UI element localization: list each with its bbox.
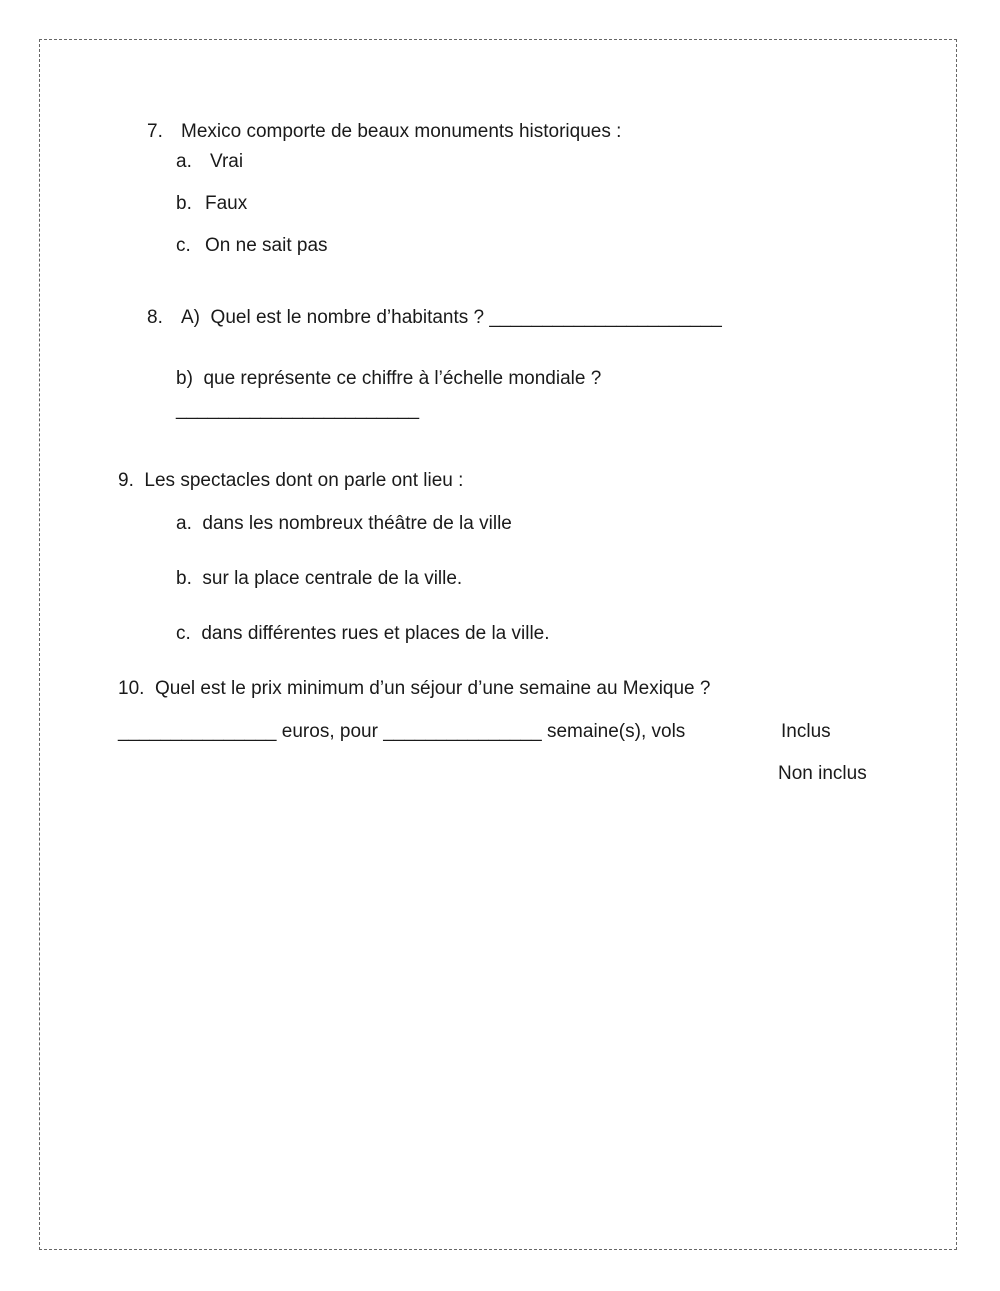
q7-option-a-letter: a. (176, 151, 192, 172)
q10-text: 10. Quel est le prix minimum d’un séjour d’une semaine au Mexique ? (118, 678, 711, 699)
q10-euros-label: euros, pour (276, 721, 384, 742)
q7-option-b-letter: b. (176, 193, 192, 214)
q10-answer-line (118, 721, 685, 743)
q8-part-b-blank[interactable]: _______________________ (176, 399, 420, 420)
q7-number: 7. (147, 121, 163, 142)
q10-price-blank[interactable]: _______________ (118, 721, 277, 742)
q7-option-c-text[interactable]: On ne sait pas (205, 235, 328, 256)
q7-text: Mexico comporte de beaux monuments historiques : (181, 121, 622, 142)
q8-part-a-blank[interactable]: ______________________ (489, 307, 722, 328)
q9-option-b[interactable]: b. sur la place centrale de la ville. (176, 568, 463, 589)
q9-option-a[interactable]: a. dans les nombreux théâtre de la ville (176, 513, 512, 534)
q10-weeks-blank[interactable]: _______________ (383, 721, 542, 742)
q8-part-a (181, 307, 722, 329)
q10-option-not-included[interactable]: Non inclus (778, 763, 867, 784)
q7-option-a-text[interactable]: Vrai (210, 151, 244, 172)
q10-weeks-label: semaine(s), vols (541, 721, 686, 742)
q7-option-b-text[interactable]: Faux (205, 193, 248, 214)
q8-part-b-text: b) que représente ce chiffre à l’échelle mondiale ? (176, 368, 602, 389)
q9-text: 9. Les spectacles dont on parle ont lieu : (118, 470, 464, 491)
q10-option-included[interactable]: Inclus (781, 721, 831, 742)
q9-option-c[interactable]: c. dans différentes rues et places de la ville. (176, 623, 550, 644)
q8-part-a-text: A) Quel est le nombre d’habitants ? (181, 307, 490, 328)
q7-option-c-letter: c. (176, 235, 191, 256)
q8-number: 8. (147, 307, 163, 328)
